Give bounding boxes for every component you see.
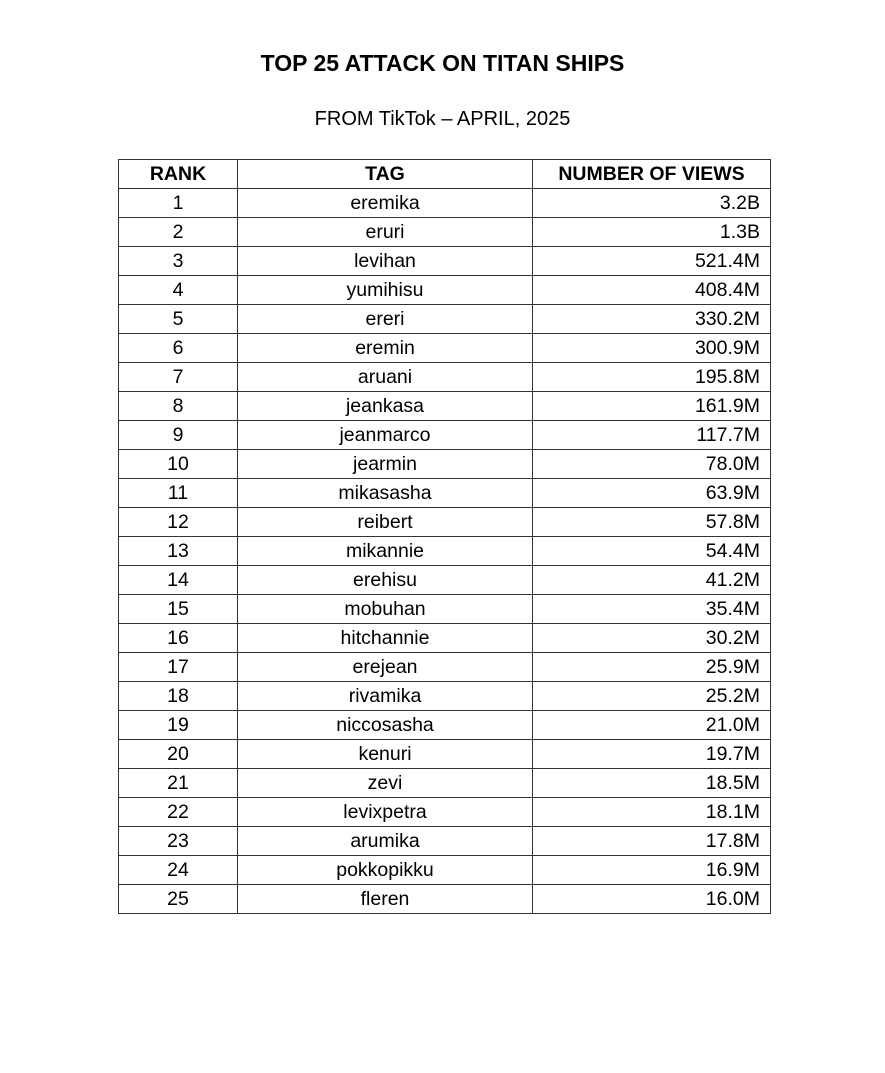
rank-cell: 5 xyxy=(119,305,238,334)
rank-cell: 15 xyxy=(119,595,238,624)
tag-cell: arumika xyxy=(238,827,533,856)
views-cell: 78.0M xyxy=(533,450,771,479)
rank-cell: 4 xyxy=(119,276,238,305)
rank-cell: 20 xyxy=(119,740,238,769)
table-row xyxy=(119,508,771,537)
views-cell: 17.8M xyxy=(533,827,771,856)
rank-cell: 21 xyxy=(119,769,238,798)
rank-cell: 3 xyxy=(119,247,238,276)
tag-cell: reibert xyxy=(238,508,533,537)
tag-cell: mikasasha xyxy=(238,479,533,508)
tag-cell: jeanmarco xyxy=(238,421,533,450)
tag-cell: niccosasha xyxy=(238,711,533,740)
rank-cell: 1 xyxy=(119,189,238,218)
header-row xyxy=(119,160,771,189)
rank-cell: 19 xyxy=(119,711,238,740)
tag-cell: ereri xyxy=(238,305,533,334)
views-cell: 18.1M xyxy=(533,798,771,827)
views-cell: 161.9M xyxy=(533,392,771,421)
views-cell: 25.2M xyxy=(533,682,771,711)
table-row xyxy=(119,856,771,885)
tag-cell: eremika xyxy=(238,189,533,218)
views-cell: 57.8M xyxy=(533,508,771,537)
table-row xyxy=(119,189,771,218)
header-tag: TAG xyxy=(238,160,533,189)
table-header xyxy=(119,160,771,189)
header-rank: RANK xyxy=(119,160,238,189)
table-row xyxy=(119,711,771,740)
table-row xyxy=(119,479,771,508)
table-row xyxy=(119,537,771,566)
table-row xyxy=(119,740,771,769)
rank-cell: 12 xyxy=(119,508,238,537)
tag-cell: yumihisu xyxy=(238,276,533,305)
table-row xyxy=(119,769,771,798)
table-row xyxy=(119,247,771,276)
table-row xyxy=(119,363,771,392)
table-row xyxy=(119,392,771,421)
views-cell: 1.3B xyxy=(533,218,771,247)
table-body xyxy=(119,189,771,914)
rank-cell: 22 xyxy=(119,798,238,827)
rank-cell: 25 xyxy=(119,885,238,914)
rank-cell: 18 xyxy=(119,682,238,711)
tag-cell: eremin xyxy=(238,334,533,363)
rank-cell: 6 xyxy=(119,334,238,363)
views-cell: 3.2B xyxy=(533,189,771,218)
views-cell: 63.9M xyxy=(533,479,771,508)
rank-cell: 2 xyxy=(119,218,238,247)
table-row xyxy=(119,334,771,363)
table-row xyxy=(119,421,771,450)
tag-cell: rivamika xyxy=(238,682,533,711)
views-cell: 16.9M xyxy=(533,856,771,885)
rank-cell: 8 xyxy=(119,392,238,421)
views-cell: 117.7M xyxy=(533,421,771,450)
rank-cell: 24 xyxy=(119,856,238,885)
document-subtitle: FROM TikTok – APRIL, 2025 xyxy=(314,108,571,130)
header-views: NUMBER OF VIEWS xyxy=(533,160,771,189)
views-cell: 35.4M xyxy=(533,595,771,624)
tag-cell: levihan xyxy=(238,247,533,276)
views-cell: 41.2M xyxy=(533,566,771,595)
rank-cell: 13 xyxy=(119,537,238,566)
rank-cell: 23 xyxy=(119,827,238,856)
rank-cell: 9 xyxy=(119,421,238,450)
tag-cell: eruri xyxy=(238,218,533,247)
views-cell: 25.9M xyxy=(533,653,771,682)
views-cell: 30.2M xyxy=(533,624,771,653)
table-row xyxy=(119,276,771,305)
views-cell: 21.0M xyxy=(533,711,771,740)
document-title: TOP 25 ATTACK ON TITAN SHIPS xyxy=(260,50,625,76)
rank-cell: 14 xyxy=(119,566,238,595)
views-cell: 19.7M xyxy=(533,740,771,769)
views-cell: 330.2M xyxy=(533,305,771,334)
tag-cell: erehisu xyxy=(238,566,533,595)
rank-cell: 11 xyxy=(119,479,238,508)
views-cell: 18.5M xyxy=(533,769,771,798)
table-row xyxy=(119,595,771,624)
rank-cell: 10 xyxy=(119,450,238,479)
views-cell: 54.4M xyxy=(533,537,771,566)
rank-cell: 16 xyxy=(119,624,238,653)
tag-cell: fleren xyxy=(238,885,533,914)
table-row xyxy=(119,885,771,914)
views-cell: 195.8M xyxy=(533,363,771,392)
rank-cell: 17 xyxy=(119,653,238,682)
tag-cell: zevi xyxy=(238,769,533,798)
table-row xyxy=(119,682,771,711)
views-cell: 16.0M xyxy=(533,885,771,914)
tag-cell: hitchannie xyxy=(238,624,533,653)
views-cell: 521.4M xyxy=(533,247,771,276)
table-row xyxy=(119,827,771,856)
tag-cell: levixpetra xyxy=(238,798,533,827)
table-row xyxy=(119,566,771,595)
views-cell: 300.9M xyxy=(533,334,771,363)
tag-cell: erejean xyxy=(238,653,533,682)
tag-cell: mobuhan xyxy=(238,595,533,624)
table-row xyxy=(119,653,771,682)
table-row xyxy=(119,624,771,653)
table-row xyxy=(119,798,771,827)
tag-cell: aruani xyxy=(238,363,533,392)
table-row xyxy=(119,218,771,247)
views-cell: 408.4M xyxy=(533,276,771,305)
tag-cell: jeankasa xyxy=(238,392,533,421)
rank-cell: 7 xyxy=(119,363,238,392)
tag-cell: mikannie xyxy=(238,537,533,566)
ships-table xyxy=(118,159,771,914)
tag-cell: kenuri xyxy=(238,740,533,769)
table-row xyxy=(119,450,771,479)
tag-cell: pokkopikku xyxy=(238,856,533,885)
tag-cell: jearmin xyxy=(238,450,533,479)
table-row xyxy=(119,305,771,334)
